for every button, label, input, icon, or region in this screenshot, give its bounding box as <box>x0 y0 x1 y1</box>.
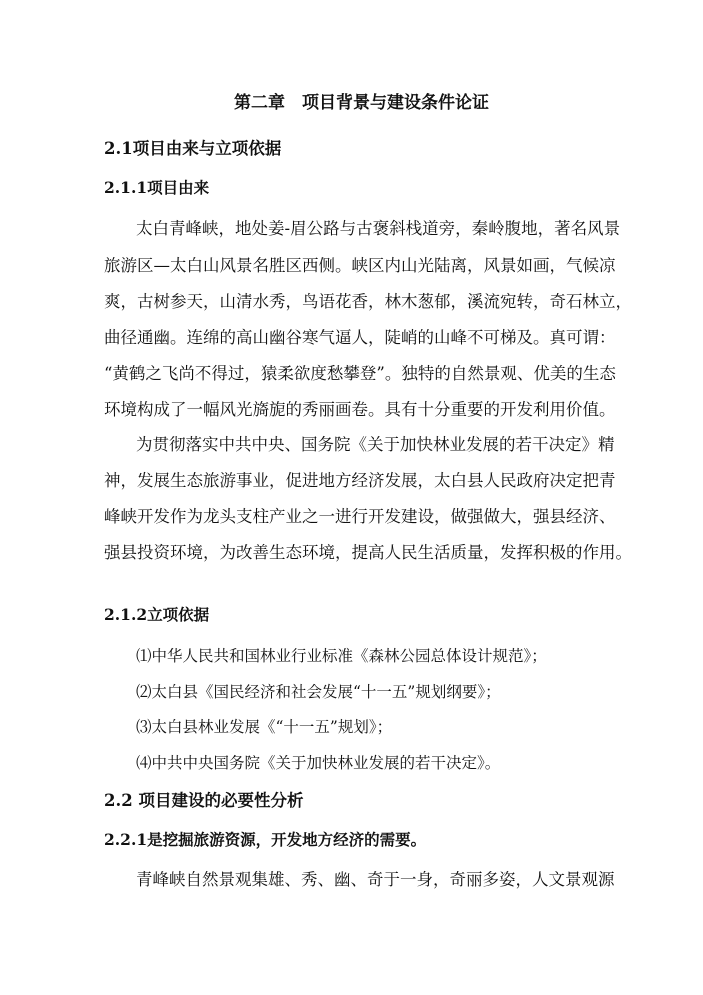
paragraph-line: 曲径通幽。连绵的高山幽谷寒气逼人，陡峭的山峰不可梯及。真可谓： <box>104 328 616 347</box>
reference-item: ⑵太白县《国民经济和社会发展“十一五”规划纲要》； <box>136 683 501 701</box>
section-heading-2-1: 2.1项目由来与立项依据 <box>104 139 282 158</box>
paragraph-line: 神，发展生态旅游事业，促进地方经济发展，太白县人民政府决定把青 <box>104 471 616 490</box>
section-heading-2-1-1: 2.1.1项目由来 <box>104 178 210 197</box>
reference-item: ⑷中共中央国务院《关于加快林业发展的若干决定》。 <box>136 754 501 772</box>
section-heading-2-2: 2.2 项目建设的必要性分析 <box>104 791 304 810</box>
reference-item: ⑴中华人民共和国林业行业标准《森林公园总体设计规范》； <box>136 647 547 665</box>
section-heading-2-2-1: 2.2.1是挖掘旅游资源，开发地方经济的需要。 <box>104 830 427 849</box>
paragraph-line: “黄鹤之飞尚不得过，猿柔欲度愁攀登”。独特的自然景观、优美的生态 <box>104 364 616 383</box>
paragraph-line: 爽，古树参天，山清水秀，鸟语花香，林木葱郁，溪流宛转，奇石林立， <box>104 292 632 311</box>
paragraph-line: 青峰峡自然景观集雄、秀、幽、奇于一身，奇丽多姿，人文景观源 <box>136 870 615 889</box>
paragraph-line: 为贯彻落实中共中央、国务院《关于加快林业发展的若干决定》精 <box>136 435 615 454</box>
reference-item: ⑶太白县林业发展《“十一五”规划》； <box>136 718 393 736</box>
paragraph-line: 太白青峰峡，地处姜-眉公路与古褒斜栈道旁，秦岭腹地，著名风景 <box>136 219 621 238</box>
paragraph-line: 旅游区—太白山风景名胜区西侧。峡区内山光陆离，风景如画，气候凉 <box>104 256 616 275</box>
paragraph-line: 强县投资环境，为改善生态环境，提高人民生活质量，发挥积极的作用。 <box>104 543 632 562</box>
section-heading-2-1-2: 2.1.2立项依据 <box>104 605 210 624</box>
chapter-title: 第二章 项目背景与建设条件论证 <box>234 93 489 113</box>
paragraph-line: 环境构成了一幅风光旖旎的秀丽画卷。具有十分重要的开发利用价值。 <box>104 400 616 419</box>
paragraph-line: 峰峡开发作为龙头支柱产业之一进行开发建设，做强做大，强县经济、 <box>104 507 616 526</box>
